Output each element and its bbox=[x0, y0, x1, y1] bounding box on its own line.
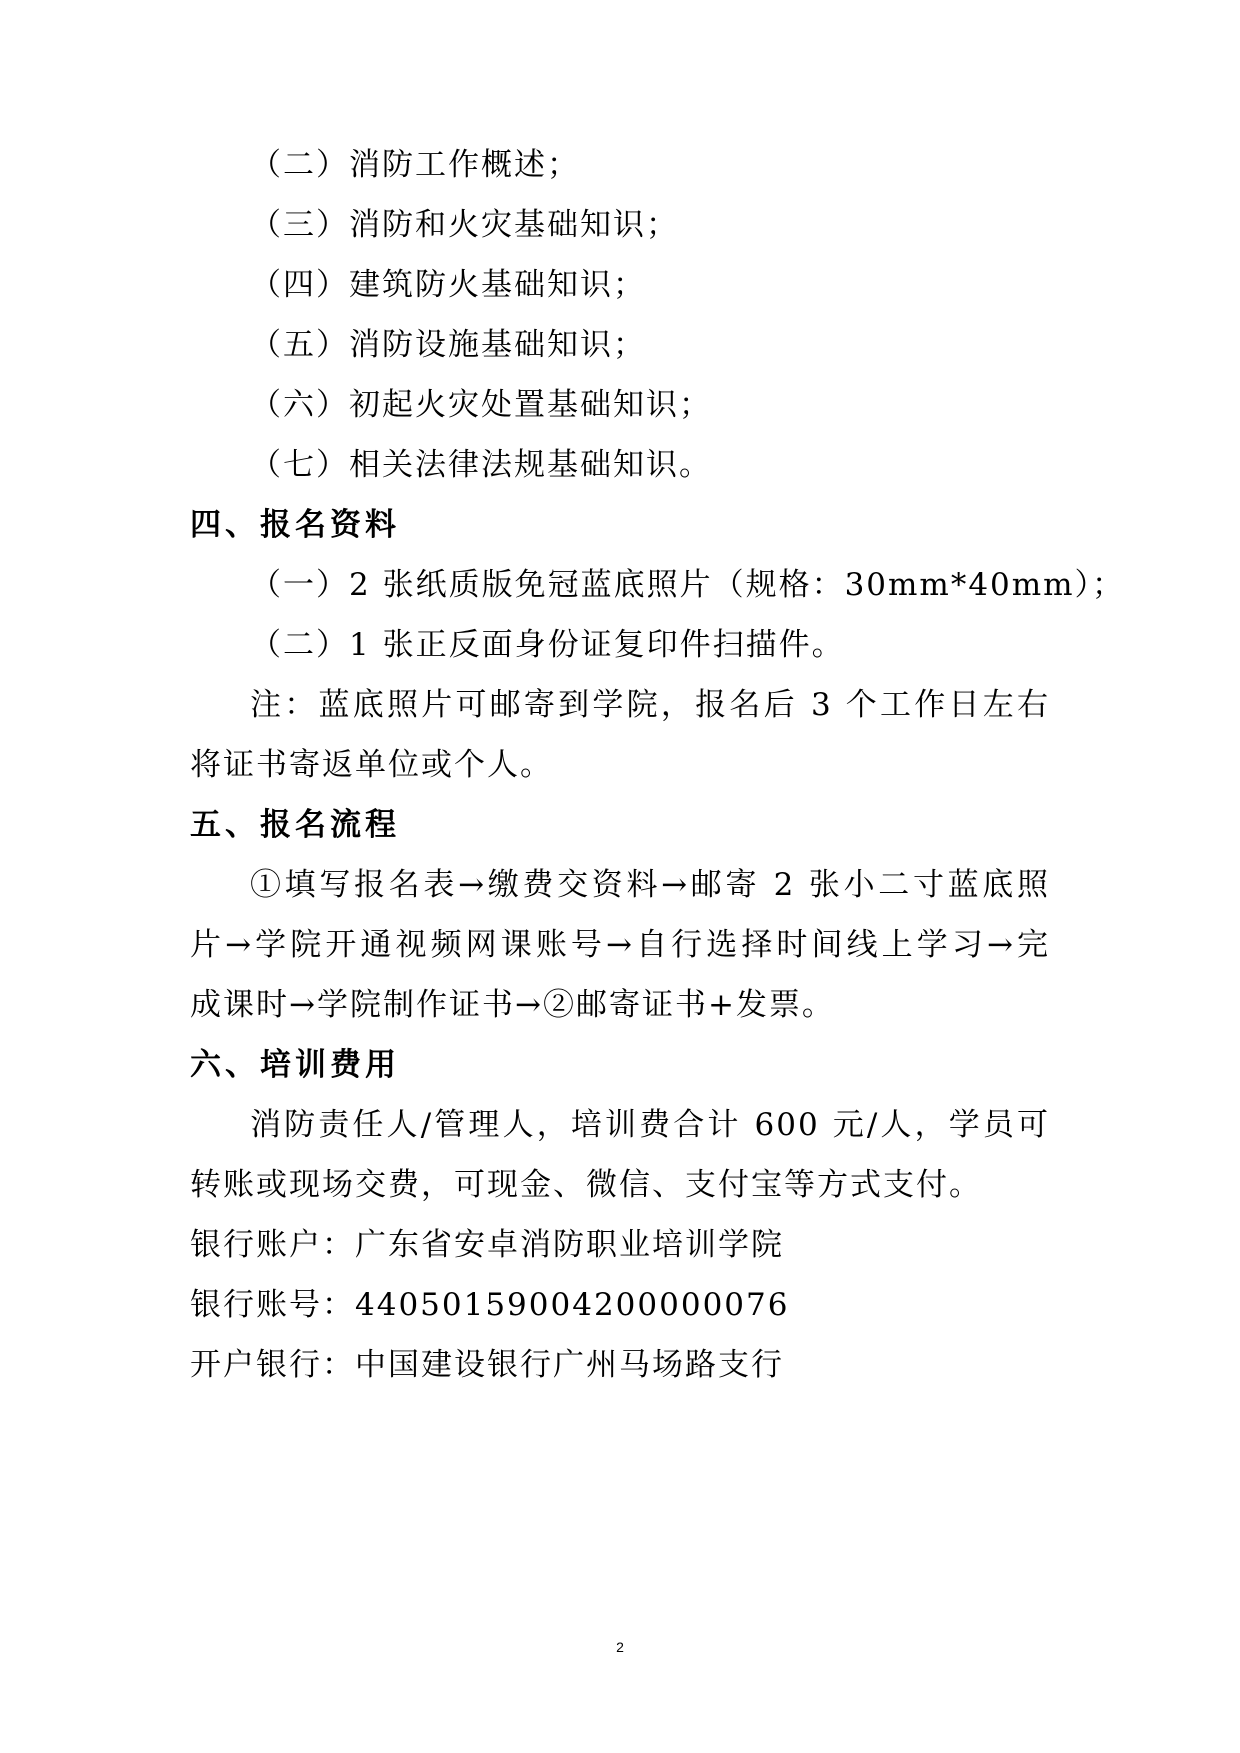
fee-line: 转账或现场交费，可现金、微信、支付宝等方式支付。 bbox=[190, 1167, 982, 1203]
process-line: ①填写报名表→缴费交资料→邮寄 2 张小二寸蓝底照 bbox=[250, 867, 1050, 903]
list-item: （二）消防工作概述； bbox=[250, 147, 580, 183]
section-heading-training-fees: 六、培训费用 bbox=[190, 1047, 400, 1083]
page-number: 2 bbox=[616, 1639, 624, 1655]
list-item: （二）1 张正反面身份证复印件扫描件。 bbox=[250, 627, 845, 663]
process-line: 成课时→学院制作证书→②邮寄证书+发票。 bbox=[190, 987, 835, 1023]
bank-account-number: 银行账号：44050159004200000076 bbox=[190, 1287, 790, 1323]
bank-account-name: 银行账户：广东省安卓消防职业培训学院 bbox=[190, 1227, 784, 1263]
note-line: 注：蓝底照片可邮寄到学院，报名后 3 个工作日左右 bbox=[250, 687, 1050, 723]
list-item: （三）消防和火灾基础知识； bbox=[250, 207, 679, 243]
process-line: 片→学院开通视频网课账号→自行选择时间线上学习→完 bbox=[190, 927, 1050, 963]
section-heading-registration-process: 五、报名流程 bbox=[190, 807, 400, 843]
list-item: （六）初起火灾处置基础知识； bbox=[250, 387, 712, 423]
list-item: （五）消防设施基础知识； bbox=[250, 327, 646, 363]
list-item: （四）建筑防火基础知识； bbox=[250, 267, 646, 303]
list-item: （七）相关法律法规基础知识。 bbox=[250, 447, 712, 483]
bank-name: 开户银行：中国建设银行广州马场路支行 bbox=[190, 1347, 784, 1383]
fee-line: 消防责任人/管理人，培训费合计 600 元/人，学员可 bbox=[250, 1107, 1050, 1143]
section-heading-registration-materials: 四、报名资料 bbox=[190, 507, 400, 543]
list-item: （一）2 张纸质版免冠蓝底照片（规格：30mm*40mm）； bbox=[250, 567, 1126, 603]
note-line: 将证书寄返单位或个人。 bbox=[190, 747, 553, 783]
